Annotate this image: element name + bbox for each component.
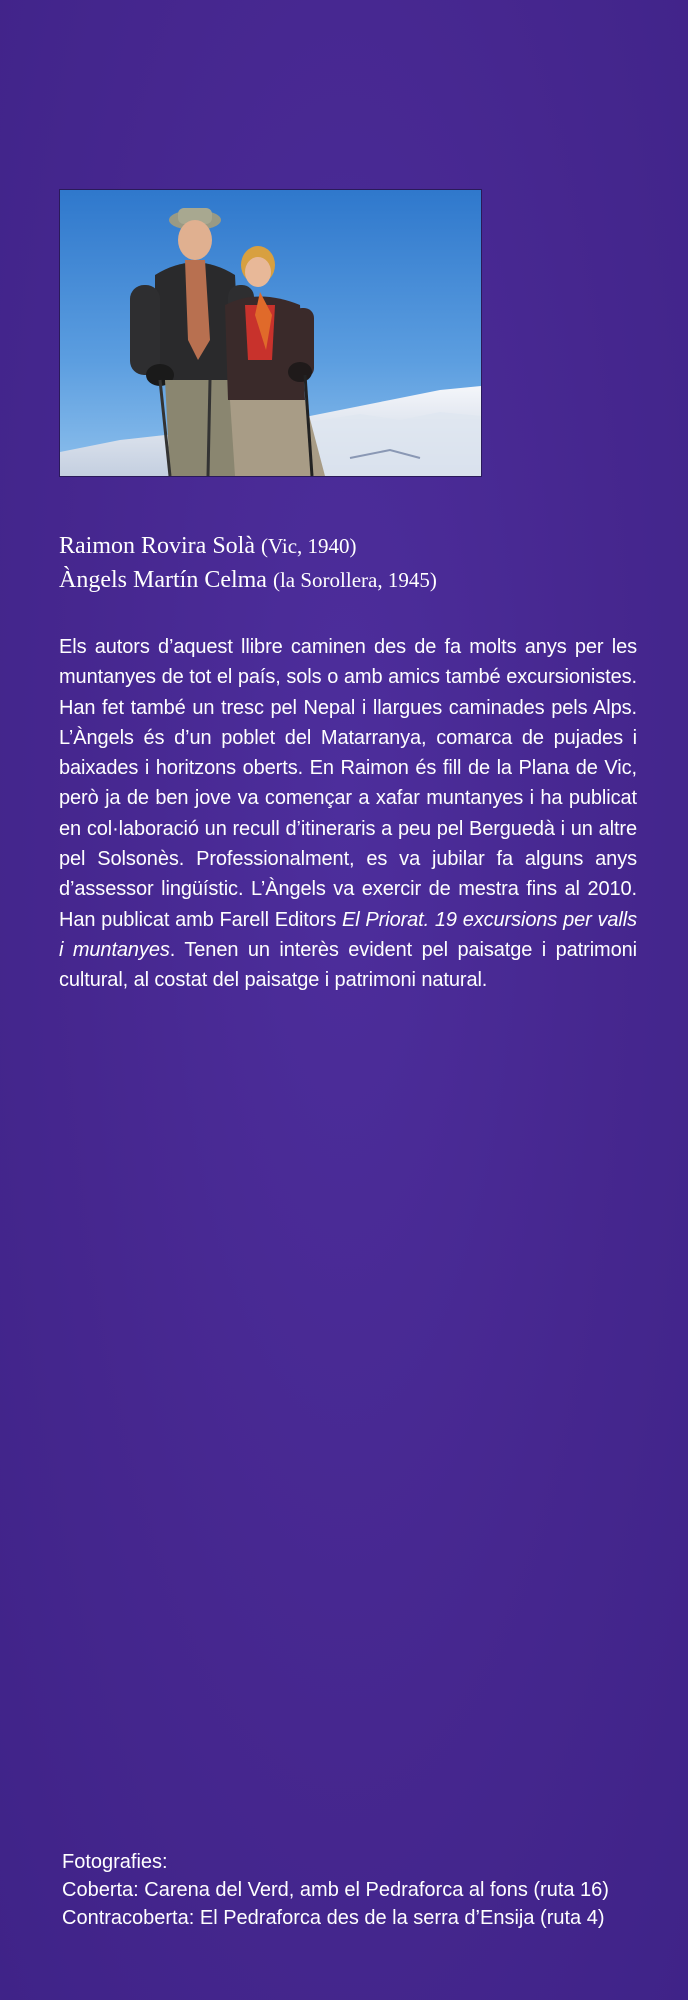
author-origin: (Vic, 1940) <box>260 534 357 558</box>
author-line <box>59 563 659 597</box>
credits-back-cover: Contracoberta: El Pedraforca des de la serra d’Ensija (ruta 4) <box>62 1907 605 1929</box>
authors-block <box>59 529 659 597</box>
author-origin: (la Sorollera, 1945) <box>272 568 437 592</box>
book-title: El Priorat. 19 excursions per valls i muntanyes <box>59 908 637 961</box>
bio-text: Els autors d’aquest llibre caminen des de fa molts anys per les muntanyes de tot el país, sols o amb amics també excursionistes. Han fet també un tresc pel Nepal i llargues caminades pels Alps. L’Àngels és d’un poblet del Matarranya, comarca de pujades i baixades i horitzons oberts. En Raimon és fill de la Plana de Vic, però ja de ben jove va començar a xafar muntanyes i ha publicat en col·laboració un recull d’itineraris a peu pel Berguedà i un altre pel Solsonès. Professionalment, es va jubilar fa alguns anys d’assessor lingüístic. L’Àngels va exercir de mestra fins al 2010. Han publicat amb Farell Editors <box>59 636 637 931</box>
author-line <box>59 529 659 563</box>
authors-photo <box>59 189 482 477</box>
credits-cover: Coberta: Carena del Verd, amb el Pedraforca al fons (ruta 16) <box>62 1879 609 1901</box>
author-biography <box>59 632 637 996</box>
authors-photo-image <box>60 190 481 476</box>
credits-heading: Fotografies: <box>62 1851 168 1873</box>
author-name: Àngels Martín Celma <box>59 567 267 593</box>
photo-credits <box>62 1848 682 1932</box>
author-name: Raimon Rovira Solà <box>59 533 255 559</box>
bio-text-end: . Tenen un interès evident pel paisatge i patrimoni cultural, al costat del paisatge i patrimoni natural. <box>59 938 637 992</box>
